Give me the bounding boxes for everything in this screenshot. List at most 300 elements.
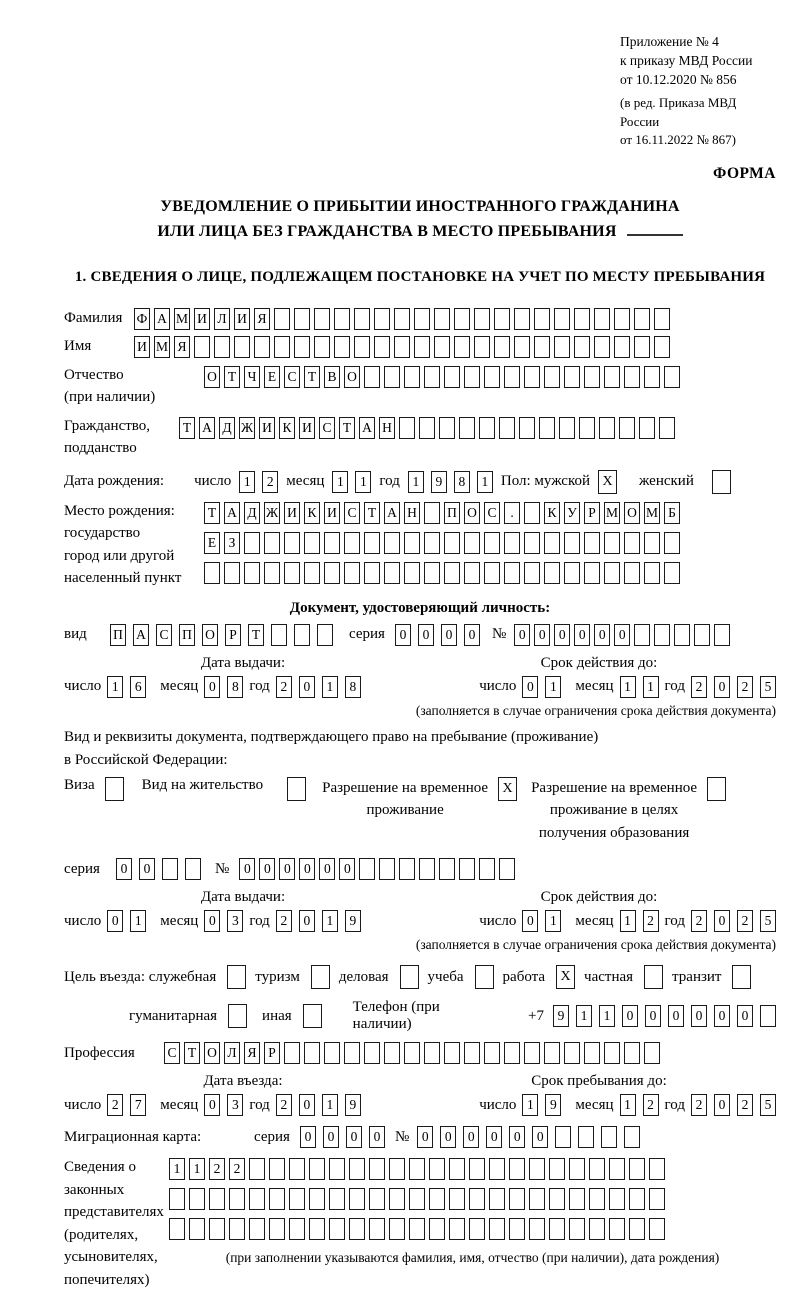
char-cell bbox=[419, 858, 435, 880]
doc-valid-day-cells bbox=[522, 676, 561, 698]
day-label: число bbox=[479, 1096, 517, 1113]
permit-series-cells bbox=[116, 858, 201, 880]
char-cell bbox=[509, 1158, 525, 1180]
char-cell: С bbox=[484, 502, 500, 524]
permit-valid-year-cells bbox=[691, 910, 776, 932]
char-cell: 1 bbox=[620, 676, 636, 698]
char-cell bbox=[454, 336, 470, 358]
char-cell bbox=[249, 1218, 265, 1240]
char-cell bbox=[294, 336, 310, 358]
purpose-study-label: учеба bbox=[427, 968, 464, 985]
char-cell bbox=[404, 532, 420, 554]
permit-issue-day-cells bbox=[107, 910, 146, 932]
char-cell bbox=[649, 1188, 665, 1210]
citizenship-sublabel: подданство bbox=[64, 440, 137, 457]
char-cell: Я bbox=[244, 1042, 260, 1064]
char-cell: Ч bbox=[244, 366, 260, 388]
purpose-humanitarian-checkbox bbox=[228, 1004, 247, 1028]
char-cell: 1 bbox=[599, 1005, 615, 1027]
identity-doc-heading: Документ, удостоверяющий личность: bbox=[289, 599, 551, 616]
reps-cells-2 bbox=[169, 1188, 776, 1210]
char-cell: 0 bbox=[463, 1126, 479, 1148]
blank-underline bbox=[627, 220, 683, 236]
char-cell bbox=[384, 1042, 400, 1064]
purpose-transit-label: транзит bbox=[672, 968, 722, 985]
char-cell: 0 bbox=[299, 858, 315, 880]
char-cell bbox=[309, 1158, 325, 1180]
char-cell: 9 bbox=[545, 1094, 561, 1116]
doc-type-label: вид bbox=[64, 626, 87, 643]
permit-doc-line1: Вид и реквизиты документа, подтверждающего право на пребывание (проживание) bbox=[64, 728, 599, 745]
permit-type-row bbox=[64, 777, 776, 845]
char-cell bbox=[664, 366, 680, 388]
patronymic-label: Отчество bbox=[64, 366, 124, 383]
char-cell: 1 bbox=[620, 910, 636, 932]
char-cell bbox=[271, 624, 287, 646]
day-label: число bbox=[479, 912, 517, 929]
char-cell bbox=[484, 562, 500, 584]
char-cell: 0 bbox=[418, 624, 434, 646]
char-cell bbox=[304, 532, 320, 554]
char-cell: 0 bbox=[509, 1126, 525, 1148]
char-cell bbox=[499, 858, 515, 880]
char-cell: 0 bbox=[139, 858, 155, 880]
permit-valid-day-cells bbox=[522, 910, 561, 932]
char-cell bbox=[444, 562, 460, 584]
doc-dates-headers bbox=[64, 655, 776, 672]
month-label: месяц bbox=[286, 473, 325, 490]
char-cell: 1 bbox=[107, 676, 123, 698]
char-cell bbox=[409, 1158, 425, 1180]
char-cell bbox=[544, 1042, 560, 1064]
char-cell: К bbox=[304, 502, 320, 524]
char-cell bbox=[185, 858, 201, 880]
doc-number-cells bbox=[514, 624, 730, 646]
char-cell bbox=[349, 1158, 365, 1180]
char-cell: С bbox=[319, 417, 335, 439]
char-cell bbox=[614, 308, 630, 330]
char-cell bbox=[760, 1005, 776, 1027]
char-cell bbox=[509, 1188, 525, 1210]
char-cell bbox=[324, 562, 340, 584]
char-cell: 0 bbox=[299, 910, 315, 932]
char-cell: 9 bbox=[553, 1005, 569, 1027]
char-cell bbox=[344, 1042, 360, 1064]
char-cell: Д bbox=[244, 502, 260, 524]
char-cell: И bbox=[299, 417, 315, 439]
char-cell: К bbox=[279, 417, 295, 439]
char-cell bbox=[479, 858, 495, 880]
year-label: год bbox=[664, 1096, 685, 1113]
char-cell: И bbox=[194, 308, 210, 330]
char-cell: А bbox=[133, 624, 149, 646]
char-cell bbox=[629, 1188, 645, 1210]
purpose-humanitarian-label: гуманитарная bbox=[129, 1007, 218, 1024]
char-cell bbox=[162, 858, 178, 880]
char-cell bbox=[194, 336, 210, 358]
month-label: месяц bbox=[160, 912, 199, 929]
char-cell bbox=[354, 336, 370, 358]
char-cell bbox=[394, 308, 410, 330]
entry-date-header: Дата въезда: bbox=[203, 1073, 283, 1090]
char-cell: 1 bbox=[322, 1094, 338, 1116]
char-cell bbox=[539, 417, 555, 439]
char-cell: 1 bbox=[322, 676, 338, 698]
char-cell bbox=[444, 1042, 460, 1064]
char-cell: 0 bbox=[714, 676, 730, 698]
char-cell: 0 bbox=[339, 858, 355, 880]
char-cell bbox=[284, 562, 300, 584]
char-cell bbox=[374, 336, 390, 358]
char-cell bbox=[524, 532, 540, 554]
char-cell bbox=[424, 1042, 440, 1064]
char-cell bbox=[359, 858, 375, 880]
char-cell bbox=[634, 308, 650, 330]
char-cell bbox=[379, 858, 395, 880]
permit-issue-header: Дата выдачи: bbox=[200, 889, 286, 906]
dob-month-cells bbox=[332, 471, 371, 493]
char-cell: 2 bbox=[737, 676, 753, 698]
year-label: год bbox=[249, 1096, 270, 1113]
char-cell: 0 bbox=[279, 858, 295, 880]
birthplace-cells-2 bbox=[204, 532, 680, 554]
year-label: год bbox=[379, 473, 400, 490]
char-cell: 1 bbox=[169, 1158, 185, 1180]
char-cell bbox=[584, 562, 600, 584]
char-cell: 2 bbox=[643, 910, 659, 932]
permit-series-label: серия bbox=[64, 860, 100, 877]
char-cell: 0 bbox=[204, 910, 220, 932]
temp-edu-label1: Разрешение на временное bbox=[531, 779, 698, 796]
char-cell bbox=[439, 858, 455, 880]
char-cell: 3 bbox=[227, 910, 243, 932]
permit-dates-row bbox=[64, 910, 776, 932]
char-cell: 0 bbox=[440, 1126, 456, 1148]
char-cell bbox=[484, 532, 500, 554]
birthplace-label4: населенный пункт bbox=[64, 570, 182, 587]
char-cell: 0 bbox=[259, 858, 275, 880]
char-cell bbox=[304, 1042, 320, 1064]
char-cell: 1 bbox=[545, 676, 561, 698]
char-cell bbox=[209, 1218, 225, 1240]
char-cell: Т bbox=[204, 502, 220, 524]
char-cell: 1 bbox=[576, 1005, 592, 1027]
char-cell bbox=[269, 1188, 285, 1210]
char-cell: 0 bbox=[668, 1005, 684, 1027]
purpose-study-checkbox bbox=[475, 965, 494, 989]
char-cell bbox=[434, 308, 450, 330]
char-cell bbox=[384, 366, 400, 388]
char-cell bbox=[464, 532, 480, 554]
char-cell: 1 bbox=[239, 471, 255, 493]
char-cell bbox=[674, 624, 690, 646]
char-cell: 0 bbox=[614, 624, 630, 646]
char-cell bbox=[244, 562, 260, 584]
visa-checkbox bbox=[105, 777, 124, 801]
char-cell bbox=[529, 1188, 545, 1210]
reps-label2: законных bbox=[64, 1181, 125, 1198]
char-cell: 0 bbox=[691, 1005, 707, 1027]
char-cell: 2 bbox=[262, 471, 278, 493]
char-cell bbox=[664, 532, 680, 554]
dob-year-cells bbox=[408, 471, 493, 493]
char-cell bbox=[624, 1042, 640, 1064]
char-cell bbox=[389, 1218, 405, 1240]
purpose-work-checkbox: X bbox=[556, 965, 575, 989]
char-cell bbox=[564, 366, 580, 388]
doc-issue-day-cells bbox=[107, 676, 146, 698]
day-label: число bbox=[64, 912, 102, 929]
char-cell: О bbox=[624, 502, 640, 524]
char-cell: 1 bbox=[477, 471, 493, 493]
char-cell bbox=[594, 308, 610, 330]
char-cell bbox=[409, 1218, 425, 1240]
char-cell bbox=[514, 308, 530, 330]
char-cell: 0 bbox=[522, 910, 538, 932]
char-cell: 2 bbox=[691, 910, 707, 932]
phone-prefix: +7 bbox=[528, 1007, 544, 1024]
form-word: ФОРМА bbox=[712, 165, 776, 183]
phone-label: Телефон (при наличии) bbox=[352, 999, 440, 1033]
char-cell bbox=[601, 1126, 617, 1148]
char-cell bbox=[224, 562, 240, 584]
char-cell: 0 bbox=[299, 676, 315, 698]
char-cell bbox=[284, 532, 300, 554]
char-cell: М bbox=[154, 336, 170, 358]
profession-cells bbox=[164, 1042, 660, 1064]
char-cell: 0 bbox=[522, 676, 538, 698]
char-cell: И bbox=[284, 502, 300, 524]
char-cell bbox=[584, 532, 600, 554]
char-cell bbox=[209, 1188, 225, 1210]
char-cell bbox=[534, 308, 550, 330]
char-cell: П bbox=[179, 624, 195, 646]
char-cell bbox=[399, 417, 415, 439]
char-cell: 9 bbox=[345, 910, 361, 932]
reps-cells-3 bbox=[169, 1218, 776, 1240]
purpose-work-label: работа bbox=[502, 968, 546, 985]
char-cell bbox=[389, 1188, 405, 1210]
char-cell: Т bbox=[179, 417, 195, 439]
char-cell: 0 bbox=[204, 1094, 220, 1116]
char-cell bbox=[334, 308, 350, 330]
doc-valid-month-cells bbox=[620, 676, 659, 698]
char-cell: 0 bbox=[514, 624, 530, 646]
char-cell bbox=[404, 366, 420, 388]
section1-heading: 1. СВЕДЕНИЯ О ЛИЦЕ, ПОДЛЕЖАЩЕМ ПОСТАНОВКЕ НА УЧЕТ ПО МЕСТУ ПРЕБЫВАНИЯ bbox=[74, 268, 766, 285]
char-cell bbox=[414, 308, 430, 330]
char-cell bbox=[624, 366, 640, 388]
char-cell: 1 bbox=[322, 910, 338, 932]
char-cell: Т bbox=[224, 366, 240, 388]
char-cell: 3 bbox=[227, 1094, 243, 1116]
temp-residence-checkbox: X bbox=[498, 777, 517, 801]
appendix-line: Приложение № 4 bbox=[620, 34, 719, 49]
char-cell: З bbox=[224, 532, 240, 554]
char-cell bbox=[469, 1188, 485, 1210]
char-cell bbox=[189, 1188, 205, 1210]
char-cell bbox=[269, 1158, 285, 1180]
char-cell: 0 bbox=[319, 858, 335, 880]
char-cell bbox=[389, 1158, 405, 1180]
char-cell: 0 bbox=[714, 910, 730, 932]
char-cell bbox=[169, 1188, 185, 1210]
char-cell: 0 bbox=[714, 1094, 730, 1116]
char-cell: 8 bbox=[345, 676, 361, 698]
patronymic-row bbox=[64, 364, 776, 409]
doc-valid-header: Срок действия до: bbox=[540, 654, 658, 671]
char-cell bbox=[599, 417, 615, 439]
char-cell bbox=[614, 336, 630, 358]
permit-issue-year-cells bbox=[276, 910, 361, 932]
birthplace-cells-1 bbox=[204, 502, 680, 524]
char-cell: П bbox=[110, 624, 126, 646]
char-cell bbox=[479, 417, 495, 439]
char-cell bbox=[649, 1158, 665, 1180]
form-title bbox=[64, 195, 776, 245]
char-cell: 1 bbox=[130, 910, 146, 932]
char-cell bbox=[644, 366, 660, 388]
char-cell: 5 bbox=[760, 910, 776, 932]
migcard-series-cells bbox=[300, 1126, 385, 1148]
char-cell: Я bbox=[254, 308, 270, 330]
char-cell bbox=[459, 858, 475, 880]
birthplace-cells-3 bbox=[204, 562, 680, 584]
char-cell: 0 bbox=[323, 1126, 339, 1148]
char-cell: 0 bbox=[417, 1126, 433, 1148]
migcard-series-label: серия bbox=[254, 1128, 290, 1145]
month-label: месяц bbox=[575, 1096, 614, 1113]
char-cell: 0 bbox=[622, 1005, 638, 1027]
char-cell: Е bbox=[264, 366, 280, 388]
char-cell bbox=[429, 1158, 445, 1180]
char-cell bbox=[284, 1042, 300, 1064]
char-cell bbox=[504, 366, 520, 388]
char-cell bbox=[649, 1218, 665, 1240]
doc-issue-year-cells bbox=[276, 676, 361, 698]
char-cell: . bbox=[504, 502, 520, 524]
char-cell bbox=[409, 1188, 425, 1210]
char-cell bbox=[314, 336, 330, 358]
char-cell bbox=[329, 1188, 345, 1210]
char-cell bbox=[619, 417, 635, 439]
char-cell bbox=[369, 1158, 385, 1180]
char-cell: 2 bbox=[737, 910, 753, 932]
entry-year-cells bbox=[276, 1094, 361, 1116]
citizenship-label: Гражданство, bbox=[64, 417, 151, 434]
purpose-official-checkbox bbox=[227, 965, 246, 989]
char-cell bbox=[354, 308, 370, 330]
char-cell bbox=[404, 562, 420, 584]
char-cell bbox=[469, 1218, 485, 1240]
appendix-edit-note: от 16.11.2022 № 867) bbox=[620, 131, 737, 147]
char-cell bbox=[554, 308, 570, 330]
char-cell: О bbox=[204, 1042, 220, 1064]
char-cell: 7 bbox=[130, 1094, 146, 1116]
char-cell bbox=[364, 532, 380, 554]
char-cell: И bbox=[234, 308, 250, 330]
char-cell: 2 bbox=[276, 676, 292, 698]
char-cell bbox=[294, 308, 310, 330]
char-cell bbox=[644, 562, 660, 584]
char-cell bbox=[664, 562, 680, 584]
month-label: месяц bbox=[160, 678, 199, 695]
char-cell bbox=[384, 562, 400, 584]
dob-day-cells bbox=[239, 471, 278, 493]
purpose-business-checkbox bbox=[400, 965, 419, 989]
char-cell: Б bbox=[664, 502, 680, 524]
char-cell bbox=[694, 624, 710, 646]
sex-male-label: Пол: мужской bbox=[500, 473, 591, 490]
reps-label1: Сведения о bbox=[64, 1159, 136, 1176]
char-cell bbox=[564, 532, 580, 554]
char-cell: Т bbox=[248, 624, 264, 646]
patronymic-sublabel: (при наличии) bbox=[64, 389, 156, 406]
char-cell bbox=[474, 336, 490, 358]
char-cell: С bbox=[344, 502, 360, 524]
char-cell: 0 bbox=[737, 1005, 753, 1027]
char-cell: А bbox=[384, 502, 400, 524]
char-cell: 8 bbox=[227, 676, 243, 698]
char-cell: 2 bbox=[691, 676, 707, 698]
purpose-business-label: деловая bbox=[338, 968, 389, 985]
char-cell bbox=[549, 1158, 565, 1180]
char-cell bbox=[589, 1158, 605, 1180]
char-cell bbox=[424, 532, 440, 554]
char-cell bbox=[414, 336, 430, 358]
char-cell bbox=[555, 1126, 571, 1148]
reps-label5: усыновителях, bbox=[64, 1249, 158, 1266]
char-cell bbox=[274, 308, 290, 330]
char-cell bbox=[314, 308, 330, 330]
purpose-other-checkbox bbox=[303, 1004, 322, 1028]
char-cell: 9 bbox=[345, 1094, 361, 1116]
char-cell bbox=[574, 308, 590, 330]
char-cell bbox=[444, 532, 460, 554]
char-cell: 1 bbox=[522, 1094, 538, 1116]
temp-edu-label2: проживание в целях bbox=[549, 802, 679, 819]
day-label: число bbox=[194, 473, 232, 490]
permit-doc-line2: в Российской Федерации: bbox=[64, 751, 228, 768]
char-cell bbox=[384, 532, 400, 554]
char-cell bbox=[579, 417, 595, 439]
month-label: месяц bbox=[575, 678, 614, 695]
char-cell bbox=[654, 308, 670, 330]
doc-issue-header: Дата выдачи: bbox=[200, 654, 286, 671]
char-cell bbox=[634, 624, 650, 646]
doc-type-row bbox=[64, 624, 776, 646]
doc-series-label: серия bbox=[349, 626, 385, 643]
char-cell bbox=[289, 1188, 305, 1210]
purpose-official-label: Цель въезда: служебная bbox=[64, 968, 217, 985]
phone-cells bbox=[553, 1005, 776, 1027]
migcard-number-cells bbox=[417, 1126, 640, 1148]
char-cell: 2 bbox=[737, 1094, 753, 1116]
char-cell: 2 bbox=[276, 910, 292, 932]
migcard-row bbox=[64, 1126, 776, 1148]
birthdate-row bbox=[64, 470, 776, 494]
char-cell bbox=[254, 336, 270, 358]
temp-edu-checkbox bbox=[707, 777, 726, 801]
day-label: число bbox=[64, 1096, 102, 1113]
month-label: месяц bbox=[575, 912, 614, 929]
char-cell bbox=[329, 1158, 345, 1180]
char-cell bbox=[489, 1218, 505, 1240]
year-label: год bbox=[664, 912, 685, 929]
char-cell: 2 bbox=[107, 1094, 123, 1116]
char-cell bbox=[189, 1218, 205, 1240]
char-cell: 2 bbox=[691, 1094, 707, 1116]
